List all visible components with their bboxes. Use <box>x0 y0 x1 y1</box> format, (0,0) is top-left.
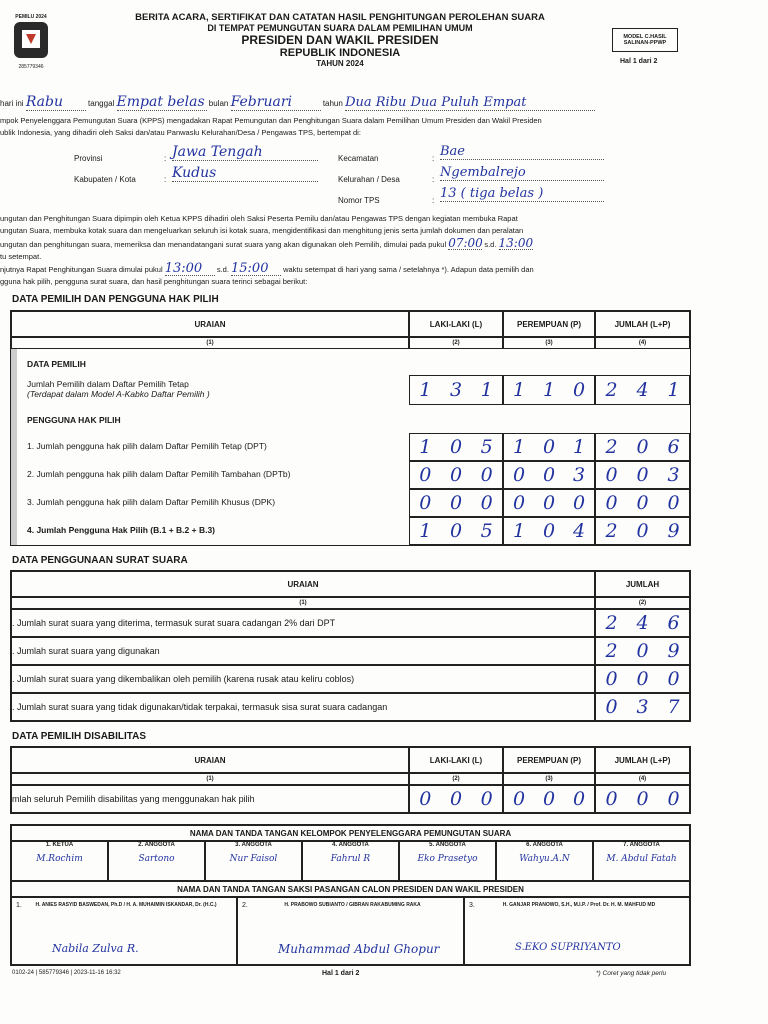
para2-l5b: waktu setempat di hari yang sama / setelahnya *). Adapun data pemilih dan <box>283 265 534 274</box>
c-jumlah: 0 0 0 <box>595 785 690 813</box>
tanggal-label: tanggal <box>88 99 115 108</box>
kabupaten-label: Kabupaten / Kota <box>74 175 136 184</box>
b-row-2: . Jumlah surat suara yang digunakan <box>11 637 595 665</box>
pre-day: hari ini <box>0 99 24 108</box>
start-time-2: 13:00 <box>165 263 215 276</box>
provinsi-field: Jawa Tengah <box>172 144 318 161</box>
b-row-3-value: 0 0 0 <box>595 665 690 693</box>
b-row-3: . Jumlah surat suara yang dikembalikan oleh pemilih (karena rusak atau keliru coblos) <box>11 665 595 693</box>
logo-text: PEMILU 2024 <box>15 14 47 20</box>
day-field: Rabu <box>26 94 86 111</box>
col-perempuan: PEREMPUAN (P) <box>503 311 595 337</box>
para2-l1: ungutan dan Penghitungan Suara dipimpin oleh Ketua KPPS dihadiri oleh Saksi Peserta Pemilu dan/atau Pengawas TPS dengan kegiatan membuka Rapat <box>0 214 518 223</box>
c-num-3: (3) <box>503 773 595 785</box>
col-laki: LAKI-LAKI (L) <box>409 311 503 337</box>
b1-laki: 1 0 5 <box>409 433 503 461</box>
saksi-title: NAMA DAN TANDA TANGAN SAKSI PASANGAN CALON PRESIDEN DAN WAKIL PRESIDEN <box>11 881 690 897</box>
title-line4: REPUBLIK INDONESIA <box>279 47 401 59</box>
kpps-signature-table <box>10 824 691 882</box>
saksi-3-name: S.EKO SUPRIYANTO <box>515 942 621 953</box>
b4-jumlah: 2 0 9 <box>595 517 690 545</box>
row-b4-label: 4. Jumlah Pengguna Hak Pilih (B.1 + B.2 + B.3) <box>27 525 215 535</box>
row-b3-label: 3. Jumlah pengguna hak pilih dalam Daftar Pemilih Khusus (DPK) <box>27 497 276 507</box>
kpu-logo <box>8 12 54 72</box>
tps-label: Nomor TPS <box>338 196 380 205</box>
c-col-laki: LAKI-LAKI (L) <box>409 747 503 773</box>
b-col-jumlah: JUMLAH <box>595 571 690 597</box>
title-line5: TAHUN 2024 <box>316 59 364 68</box>
b2-laki: 0 0 0 <box>409 461 503 489</box>
section-a-title: DATA PEMILIH DAN PENGGUNA HAK PILIH <box>12 294 219 305</box>
kpps-member-5: 5. ANGGOTA Eko Prasetyo <box>399 841 496 881</box>
bulan-label: bulan <box>208 99 229 108</box>
title-line3: PRESIDEN DAN WAKIL PRESIDEN <box>241 33 439 47</box>
b3-jumlah: 0 0 0 <box>595 489 690 517</box>
kpps-member-6: 6. ANGGOTA Wahyu.A.N <box>496 841 593 881</box>
kpps-member-7: 7. ANGGOTA M. Abdul Fatah <box>593 841 690 881</box>
year-field: Dua Ribu Dua Puluh Empat <box>345 95 595 111</box>
para2-l5: njutnya Rapat Penghitungan Suara dimulai pukul <box>0 265 163 274</box>
saksi-signature-table <box>10 880 691 966</box>
kpps-member-4: 4. ANGGOTA Fahrul R <box>302 841 399 881</box>
sd-label: s.d. <box>484 240 497 249</box>
section-c-table <box>10 746 691 814</box>
start-time: 07:00 <box>448 236 483 250</box>
num-2: (2) <box>409 337 503 349</box>
kelurahan-label: Kelurahan / Desa <box>338 175 400 184</box>
saksi-2-name: Muhammad Abdul Ghopur <box>278 942 440 956</box>
para2-l4: tu setempat. <box>0 252 42 261</box>
c-perempuan: 0 0 0 <box>503 785 595 813</box>
provinsi-label: Provinsi <box>74 154 103 163</box>
footer-page: Hal 1 dari 2 <box>322 970 360 977</box>
kpps-member-3: 3. ANGGOTA Nur Faisol <box>205 841 302 881</box>
c-col-uraian: URAIAN <box>11 747 409 773</box>
b2-perempuan: 0 0 3 <box>503 461 595 489</box>
b-row-1: . Jumlah surat suara yang diterima, termasuk surat suara cadangan 2% dari DPT <box>11 609 595 637</box>
dpt-jumlah: 2 4 1 <box>595 375 690 405</box>
section-a-table <box>10 310 691 546</box>
pengguna-heading: PENGGUNA HAK PILIH <box>27 415 121 425</box>
b-row-1-value: 2 4 6 <box>595 609 690 637</box>
num-4: (4) <box>595 337 690 349</box>
row-b1-label: 1. Jumlah pengguna hak pilih dalam Daftar Pemilih Tetap (DPT) <box>27 441 267 451</box>
col-jumlah: JUMLAH (L+P) <box>595 311 690 337</box>
b-num-2: (2) <box>595 597 690 609</box>
b1-perempuan: 1 0 1 <box>503 433 595 461</box>
b-row-4: . Jumlah surat suara yang tidak digunakan/tidak terpakai, termasuk sisa surat suara cadangan <box>11 693 595 721</box>
c-laki: 0 0 0 <box>409 785 503 813</box>
section-c-title: DATA PEMILIH DISABILITAS <box>12 731 147 742</box>
b4-laki: 1 0 5 <box>409 517 503 545</box>
row-b2-label: 2. Jumlah pengguna hak pilih dalam Daftar Pemilih Tambahan (DPTb) <box>27 469 291 479</box>
footer-note: *) Coret yang tidak perlu <box>596 970 667 977</box>
c-num-2: (2) <box>409 773 503 785</box>
page-number-top: Hal 1 dari 2 <box>620 58 658 65</box>
title-line2: DI TEMPAT PEMUNGUTAN SUARA DALAM PEMILIHAN UMUM <box>207 23 473 33</box>
col-uraian: URAIAN <box>11 311 409 337</box>
c-col-perempuan: PEREMPUAN (P) <box>503 747 595 773</box>
month-field: Februari <box>231 94 321 111</box>
saksi-2: 2. H. PRABOWO SUBIANTO / GIBRAN RAKABUMING RAKA Muhammad Abdul Ghopur <box>237 897 464 965</box>
b4-perempuan: 1 0 4 <box>503 517 595 545</box>
kecamatan-label: Kecamatan <box>338 154 379 163</box>
b2-jumlah: 0 0 3 <box>595 461 690 489</box>
c-row-label: mlah seluruh Pemilih disabilitas yang menggunakan hak pilih <box>11 785 409 813</box>
para2-l3: ungutan dan penghitungan suara, memeriksa dan menandatangani surat suara yang akan digunakan oleh Pemilih, dimulai pada pukul <box>0 240 447 249</box>
b-num-1: (1) <box>11 597 595 609</box>
title-line1: BERITA ACARA, SERTIFIKAT DAN CATATAN HASIL PENGHITUNGAN PEROLEHAN SUARA <box>135 12 545 23</box>
b3-laki: 0 0 0 <box>409 489 503 517</box>
saksi-1-name: Nabila Zulva R. <box>52 942 139 955</box>
kpps-title: NAMA DAN TANDA TANGAN KELOMPOK PENYELENGGARA PEMUNGUTAN SUARA <box>11 825 690 841</box>
date-field: Empat belas <box>116 94 205 110</box>
footer-code: 0102-24 | 585779346 | 2023-11-16 16:32 <box>12 970 121 976</box>
intro-para1a: mpok Penyelenggara Pemungutan Suara (KPPS) mengadakan Rapat Pemungutan dan Penghitungan Suara dalam Pemilihan Umum Presiden dan Wakil Presiden <box>0 116 542 125</box>
intro-para1b: ublik Indonesia, yang dihadiri oleh Saksi dan/atau Panwaslu Kelurahan/Desa / Pengawas TPS, bertempat di: <box>0 128 361 137</box>
end-time: 13:00 <box>498 236 534 250</box>
data-pemilih-heading: DATA PEMILIH <box>27 359 86 369</box>
kpps-member-2: 2. ANGGOTA Sartono <box>108 841 205 881</box>
num-3: (3) <box>503 337 595 349</box>
b-col-uraian: URAIAN <box>11 571 595 597</box>
b3-perempuan: 0 0 0 <box>503 489 595 517</box>
section-b-table <box>10 570 691 722</box>
dpt-label: Jumlah Pemilih dalam Daftar Pemilih Tetap (Terdapat dalam Model A-Kabko Daftar Pemilih ) <box>27 379 210 399</box>
model-label: MODEL C.HASIL SALINAN-PPWP <box>623 34 667 46</box>
c-num-4: (4) <box>595 773 690 785</box>
b1-jumlah: 2 0 6 <box>595 433 690 461</box>
para2-l6: gguna hak pilih, pengguna surat suara, dan hasil penghitungan suara terinci sebagai berikut: <box>0 277 308 286</box>
tps-field: 13 ( tiga belas ) <box>440 186 604 202</box>
dpt-laki: 1 3 1 <box>409 375 503 405</box>
num-1: (1) <box>11 337 409 349</box>
sd-label-2: s.d. <box>216 265 229 274</box>
para2-l2: ungutan Suara, membuka kotak suara dan mengeluarkan seluruh isi kotak suara, mengidentifikasi dan menghitung jenis serta jumlah dokumen dan peralatan <box>0 226 524 235</box>
kelurahan-field: Ngembalrejo <box>440 165 604 181</box>
section-b-title: DATA PENGGUNAAN SURAT SUARA <box>12 555 188 566</box>
logo-code: 285779346 <box>18 64 44 70</box>
tahun-label: tahun <box>322 99 343 108</box>
saksi-3: 3. H. GANJAR PRANOWO, S.H., M.I.P. / Prof. Dr. H. M. MAHFUD MD S.EKO SUPRIYANTO <box>464 897 690 965</box>
kabupaten-field: Kudus <box>172 165 318 182</box>
kecamatan-field: Bae <box>440 144 604 160</box>
c-num-1: (1) <box>11 773 409 785</box>
dpt-perempuan: 1 1 0 <box>503 375 595 405</box>
saksi-1: 1. H. ANIES RASYID BASWEDAN, Ph.D / H. A. MUHAIMIN ISKANDAR, Dr. (H.C.) Nabila Zulva R. <box>11 897 237 965</box>
end-time-2: 15:00 <box>231 263 281 276</box>
model-box <box>612 28 678 52</box>
kpps-member-1: 1. KETUA M.Rochim <box>11 841 108 881</box>
b-row-2-value: 2 0 9 <box>595 637 690 665</box>
b-row-4-value: 0 3 7 <box>595 693 690 721</box>
c-col-jumlah: JUMLAH (L+P) <box>595 747 690 773</box>
